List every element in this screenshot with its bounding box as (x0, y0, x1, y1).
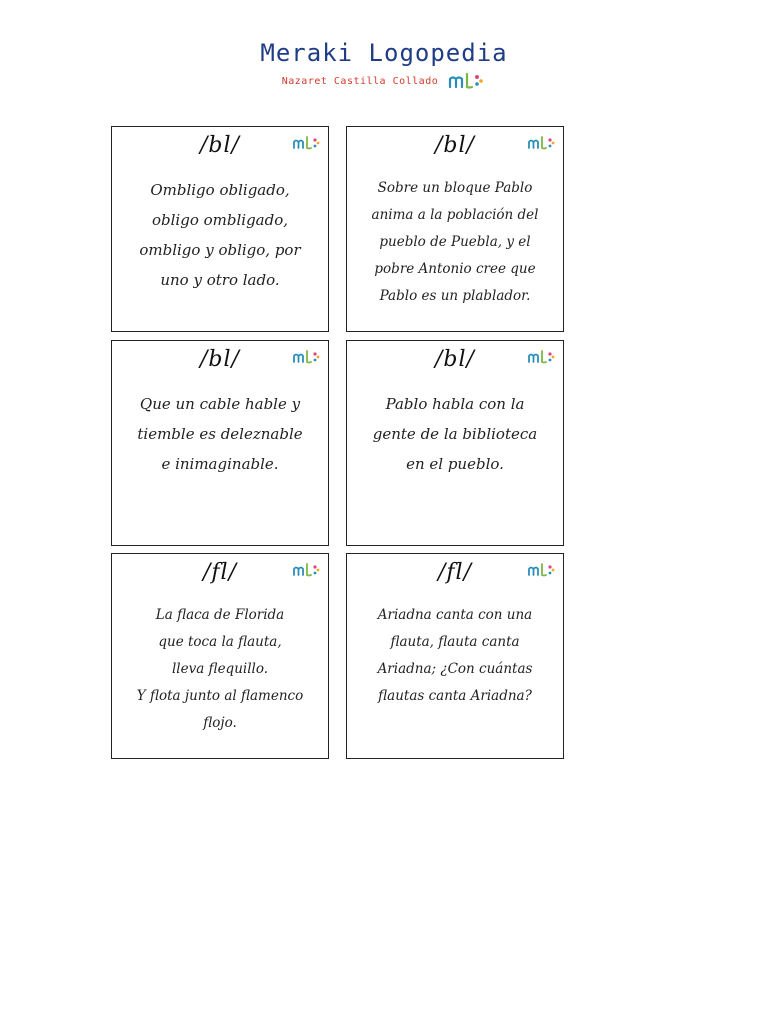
brand-subtitle (282, 72, 487, 90)
ml-logo-icon (292, 349, 322, 368)
card-tongue-twister: Que un cable hable y tiemble es deleznable e inimaginable. (137, 395, 303, 473)
ml-logo-icon (527, 349, 557, 368)
card-1 (111, 126, 329, 332)
card-tongue-twister: Ombligo obligado, obligo ombligado, ombligo y obligo, por uno y otro lado. (139, 181, 301, 289)
card-5 (111, 553, 329, 759)
card-sound-label: /fl/ (202, 560, 237, 585)
brand-title: Meraki Logopedia (260, 39, 508, 67)
card-tongue-twister: Ariadna canta con una flauta, flauta canta Ariadna; ¿Con cuántas flautas canta Ariadna? (377, 607, 533, 704)
author-name: Nazaret Castilla Collado (281, 75, 439, 87)
card-3 (111, 340, 329, 546)
card-sound-label: /fl/ (437, 560, 472, 585)
ml-logo-icon (292, 135, 322, 154)
card-sound-label: /bl/ (200, 347, 240, 372)
card-6 (346, 553, 564, 759)
card-tongue-twister: Pablo habla con la gente de la biblioteca en el pueblo. (372, 395, 538, 473)
card-tongue-twister: La flaca de Florida que toca la flauta, lleva flequillo. Y flota junto al flamenco flojo. (136, 607, 304, 731)
card-4 (346, 340, 564, 546)
card-sound-label: /bl/ (435, 133, 475, 158)
ml-logo-icon (448, 72, 486, 90)
ml-logo-icon (527, 135, 557, 154)
card-tongue-twister: Sobre un bloque Pablo anima a la población del pueblo de Puebla, y el pobre Antonio cree que Pablo es un plablador. (371, 180, 539, 304)
ml-logo-icon (527, 562, 557, 581)
ml-logo-icon (292, 562, 322, 581)
page-header (0, 40, 768, 90)
card-2 (346, 126, 564, 332)
card-sound-label: /bl/ (200, 133, 240, 158)
card-sound-label: /bl/ (435, 347, 475, 372)
